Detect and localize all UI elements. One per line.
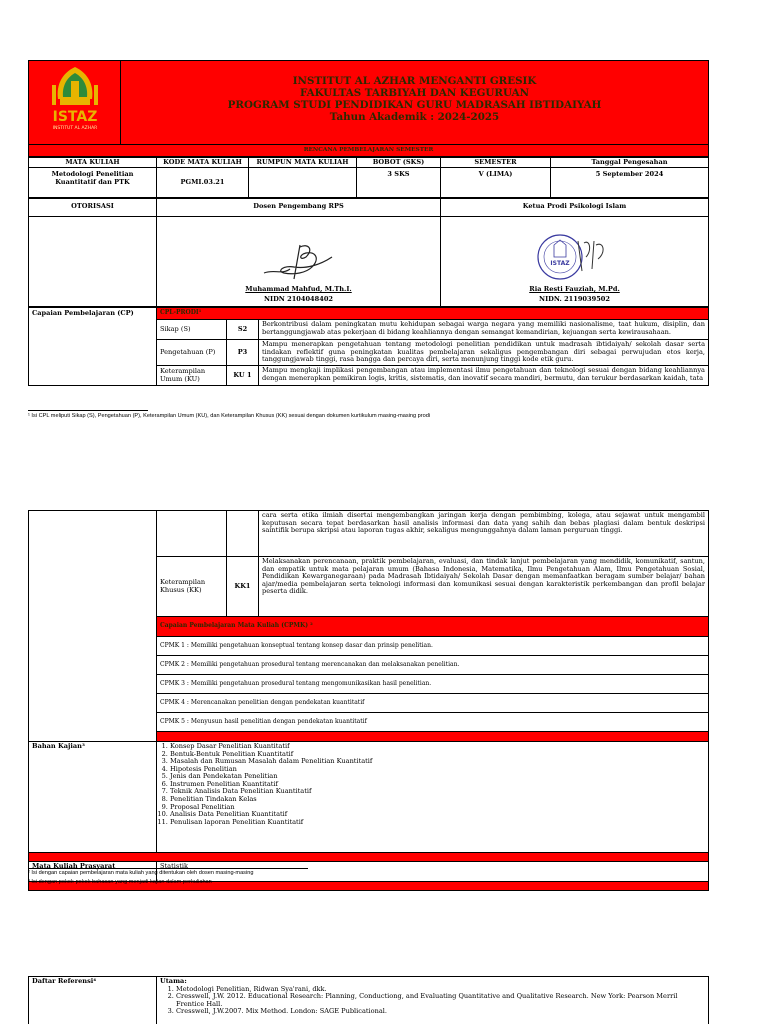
col-header-bobot: BOBOT (SKS) bbox=[357, 157, 441, 168]
course-info-table bbox=[28, 157, 709, 199]
code-ku1: KU 1 bbox=[227, 366, 259, 386]
cpmk-5: CPMK 5 : Menyusun hasil penelitian dengan pendekatan kuantitatif bbox=[157, 713, 709, 732]
list-item: 4. Hipotesis Penelitian bbox=[170, 766, 705, 774]
text-s2: Berkontribusi dalam peningkatan mutu kehidupan sebagai warga negara yang memiliki nasionalisme, taat hukum, disiplin, dan bertanggungjawab atas pekerjaan di bidang keahliannya dengan semangat kemandirian, kejuangan serta kewirausahaan. bbox=[259, 320, 709, 340]
dosen-name: Muhammad Mahfud, M.Th.I. bbox=[245, 285, 352, 293]
cpmk-4: CPMK 4 : Merencanakan penelitian dengan pendekatan kuantitatif bbox=[157, 694, 709, 713]
logo-cell bbox=[29, 61, 121, 145]
cat-kk: Keterampilan Khusus (KK) bbox=[157, 557, 227, 617]
ketua-nidn: NIDN. 2119039502 bbox=[539, 294, 610, 303]
bahan-kajian-label: Bahan Kajian³ bbox=[29, 742, 157, 852]
ketua-signature-cell bbox=[441, 217, 709, 307]
cat-sikap: Sikap (S) bbox=[157, 320, 227, 340]
referensi-label: Daftar Referensi⁴ bbox=[29, 977, 157, 1024]
value-bobot: 3 SKS bbox=[357, 168, 441, 198]
cat-pengetahuan: Pengetahuan (P) bbox=[157, 340, 227, 366]
list-item: 11. Penulisan laporan Penelitian Kuantitatif bbox=[170, 819, 705, 827]
cpmk-1: CPMK 1 : Memiliki pengetahuan konseptual tentang konsep dasar dan prinsip penelitian. bbox=[157, 637, 709, 656]
dosen-signature-cell bbox=[157, 217, 441, 307]
col-header-semester: SEMESTER bbox=[441, 157, 551, 168]
institute-name: INSTITUT AL AZHAR MENGANTI GRESIK bbox=[292, 75, 537, 87]
otorisasi-label: OTORISASI bbox=[29, 199, 157, 217]
col-header-mata-kuliah: MATA KULIAH bbox=[29, 157, 157, 168]
col-header-rumpun: RUMPUN MATA KULIAH bbox=[249, 157, 357, 168]
logo-text: ISTAZ bbox=[52, 109, 97, 125]
academic-year: Tahun Akademik : 2024-2025 bbox=[329, 110, 500, 123]
footnote-rule-2 bbox=[28, 868, 308, 869]
value-kode: PGMI.03.21 bbox=[157, 168, 249, 198]
ketua-name: Ria Resti Fauziah, M.Pd. bbox=[529, 285, 620, 293]
cp-table-page1 bbox=[28, 307, 709, 386]
list-item: 7. Teknik Analisis Data Penelitian Kuantitatif bbox=[170, 788, 705, 796]
col-header-tanggal: Tanggal Pengesahan bbox=[551, 157, 709, 168]
referensi-list bbox=[157, 977, 709, 1024]
cpmk-2: CPMK 2 : Memiliki pengetahuan prosedural tentang merencanakan dan melaksanakan penelitian. bbox=[157, 656, 709, 675]
cat-ku: Keterampilan Umum (KU) bbox=[157, 366, 227, 386]
dosen-pengembang-label: Dosen Pengembang RPS bbox=[157, 199, 441, 217]
footnote-1: ¹ Isi CPL meliputi Sikap (S), Pengetahuan (P), Keterampilan Umum (KU), dan Keterampilan Khusus (KK) sesuai dengan dokumen kurtikulum masing-masing prodi bbox=[28, 413, 431, 419]
list-item: 3. Masalah dan Rumusan Masalah dalam Penelitian Kuantitatif bbox=[170, 758, 705, 766]
code-p3: P3 bbox=[227, 340, 259, 366]
signature-mahfud-icon bbox=[254, 239, 344, 283]
istaz-logo-icon bbox=[44, 63, 106, 139]
prasyarat-label: Mata Kuliah Prasyarat bbox=[29, 861, 157, 881]
col-header-kode: KODE MATA KULIAH bbox=[157, 157, 249, 168]
value-mata-kuliah: Metodologi Penelitian Kuantitatif dan PTK bbox=[29, 168, 157, 198]
authorization-table bbox=[28, 198, 709, 307]
footnote-rule-1 bbox=[28, 410, 148, 411]
doc-title: RENCANA PEMBELAJARAN SEMESTER bbox=[29, 144, 709, 156]
cp-label: Capaian Pembelajaran (CP) bbox=[29, 308, 157, 386]
rps-page-3 bbox=[28, 976, 709, 1024]
stamp-text: ISTAZ bbox=[549, 260, 570, 268]
value-rumpun bbox=[249, 168, 357, 198]
list-item: 2. Bentuk-Bentuk Penelitian Kuantitatif bbox=[170, 751, 705, 759]
institution-cell bbox=[121, 61, 709, 145]
prasyarat-value: Statistik bbox=[157, 861, 709, 881]
logo-sub: INSTITUT AL AZHAR bbox=[52, 126, 97, 131]
faculty-name: FAKULTAS TARBIYAH DAN KEGURUAN bbox=[299, 86, 530, 99]
list-item: 1. Metodologi Penelitian, Ridwan Sya'rani, dkk. bbox=[176, 986, 705, 994]
list-item: 5. Jenis dan Pendekatan Penelitian bbox=[170, 773, 705, 781]
stamp-signature-icon bbox=[520, 231, 630, 283]
rps-page-1 bbox=[28, 60, 709, 386]
referensi-sub: Utama: bbox=[160, 977, 187, 985]
code-s2: S2 bbox=[227, 320, 259, 340]
text-ku1-continued: cara serta etika ilmiah disertai mengembangkan jaringan kerja dengan pembimbing, kolega, atau sejawat untuk mengambil keputusan secara tepat berdasarkan hasil analisis informasi dan data yang sahih dan bebas plagiasi dalam bentuk deskripsi saintifik berupa skripsi atau laporan tugas akhir, sekaligus mengunggahnya dalam laman perguruan tinggi. bbox=[259, 511, 709, 557]
list-item: 3. Cresswell, J.W.2007. Mix Method. London: SAGE Publicational. bbox=[176, 1008, 705, 1016]
cpl-prodi-header: CPL-PRODI¹ bbox=[157, 308, 709, 320]
value-semester: V (LIMA) bbox=[441, 168, 551, 198]
text-kk1: Melaksanakan perencanaan, praktik pembelajaran, evaluasi, dan tindak lanjut pembelajaran yang mendidik, komunikatif, santun, dan empatik untuk mata pelajaran umum (Bahasa Indonesia, Matematika, Ilmu Pengetahuan Alam, Ilmu Pengetahuan Sosial, Pendidikan Kewarganegaraan) pada Madrasah Ibtidaiyah/ Sekolah Dasar dengan memanfaatkan beragam sumber belajar/ bahan ajar/media pembelajaran serta teknologi informasi dan komunikasi sesuai dengan karakteristik perkembangan dan profil belajar peserta didik. bbox=[259, 557, 709, 617]
list-item: 9. Proposal Penelitian bbox=[170, 804, 705, 812]
footnote-3: ³ Isi dengan pokok-pokok bahasan yang menjadi kajian dalam perkuliahan bbox=[28, 879, 212, 885]
text-p3: Mampu menerapkan pengetahuan tentang metodologi penelitian pendidikan untuk madrasah ibtidaiyah/ sekolah dasar serta tindakan reflektif guna peningkatan kualitas pembelajaran sekaligus pengembangan diri sebagai perwujudan etos kerja, tanggungjawab tinggi, rasa bangga dan percaya diri, serta menunjung tinggi kode etik guru. bbox=[259, 340, 709, 366]
referensi-table bbox=[28, 976, 709, 1024]
value-tanggal: 5 September 2024 bbox=[551, 168, 709, 198]
cp-table-page2 bbox=[28, 510, 709, 742]
bahan-kajian-list bbox=[157, 742, 709, 852]
rps-page-2 bbox=[28, 510, 709, 891]
list-item: 10. Analisis Data Penelitian Kuantitatif bbox=[170, 811, 705, 819]
list-item: 6. Instrumen Penelitian Kuantitatif bbox=[170, 781, 705, 789]
text-ku1: Mampu mengkaji implikasi pengembangan atau implementasi ilmu pengetahuan dan teknologi sesuai dengan bidang keahliannya dengan menerapkan pemikiran logis, kritis, sistematis, dan inovatif secara mandiri, bermutu, dan terukur berdasarkan kaidah, tata bbox=[259, 366, 709, 386]
cpmk-header: Capaian Pembelajaran Mata Kuliah (CPMK) ² bbox=[157, 617, 709, 637]
ketua-prodi-label: Ketua Prodi Psikologi Islam bbox=[441, 199, 709, 217]
code-kk1: KK1 bbox=[227, 557, 259, 617]
program-name: PROGRAM STUDI PENDIDIKAN GURU MADRASAH IBTIDAIYAH bbox=[227, 98, 602, 111]
list-item: 8. Penelitian Tindakan Kelas bbox=[170, 796, 705, 804]
list-item: 2. Cresswell, J.W. 2012. Educational Research: Planning, Conductiong, and Evaluating Quantitative and Qualitative Research. New York: Pearson Merril Frentice Hall. bbox=[176, 993, 705, 1008]
header-table bbox=[28, 60, 709, 157]
footnote-2: ² Isi dengan capaian pembelajaran mata kuliah yang ditentukan oleh dosen masing-masing bbox=[28, 870, 254, 876]
list-item: 1. Konsep Dasar Penelitian Kuantitatif bbox=[170, 743, 705, 751]
dosen-nidn: NIDN 2104048402 bbox=[263, 294, 334, 303]
cpmk-3: CPMK 3 : Memiliki pengetahuan prosedural tentang mengomunikasikan hasil penelitian. bbox=[157, 675, 709, 694]
